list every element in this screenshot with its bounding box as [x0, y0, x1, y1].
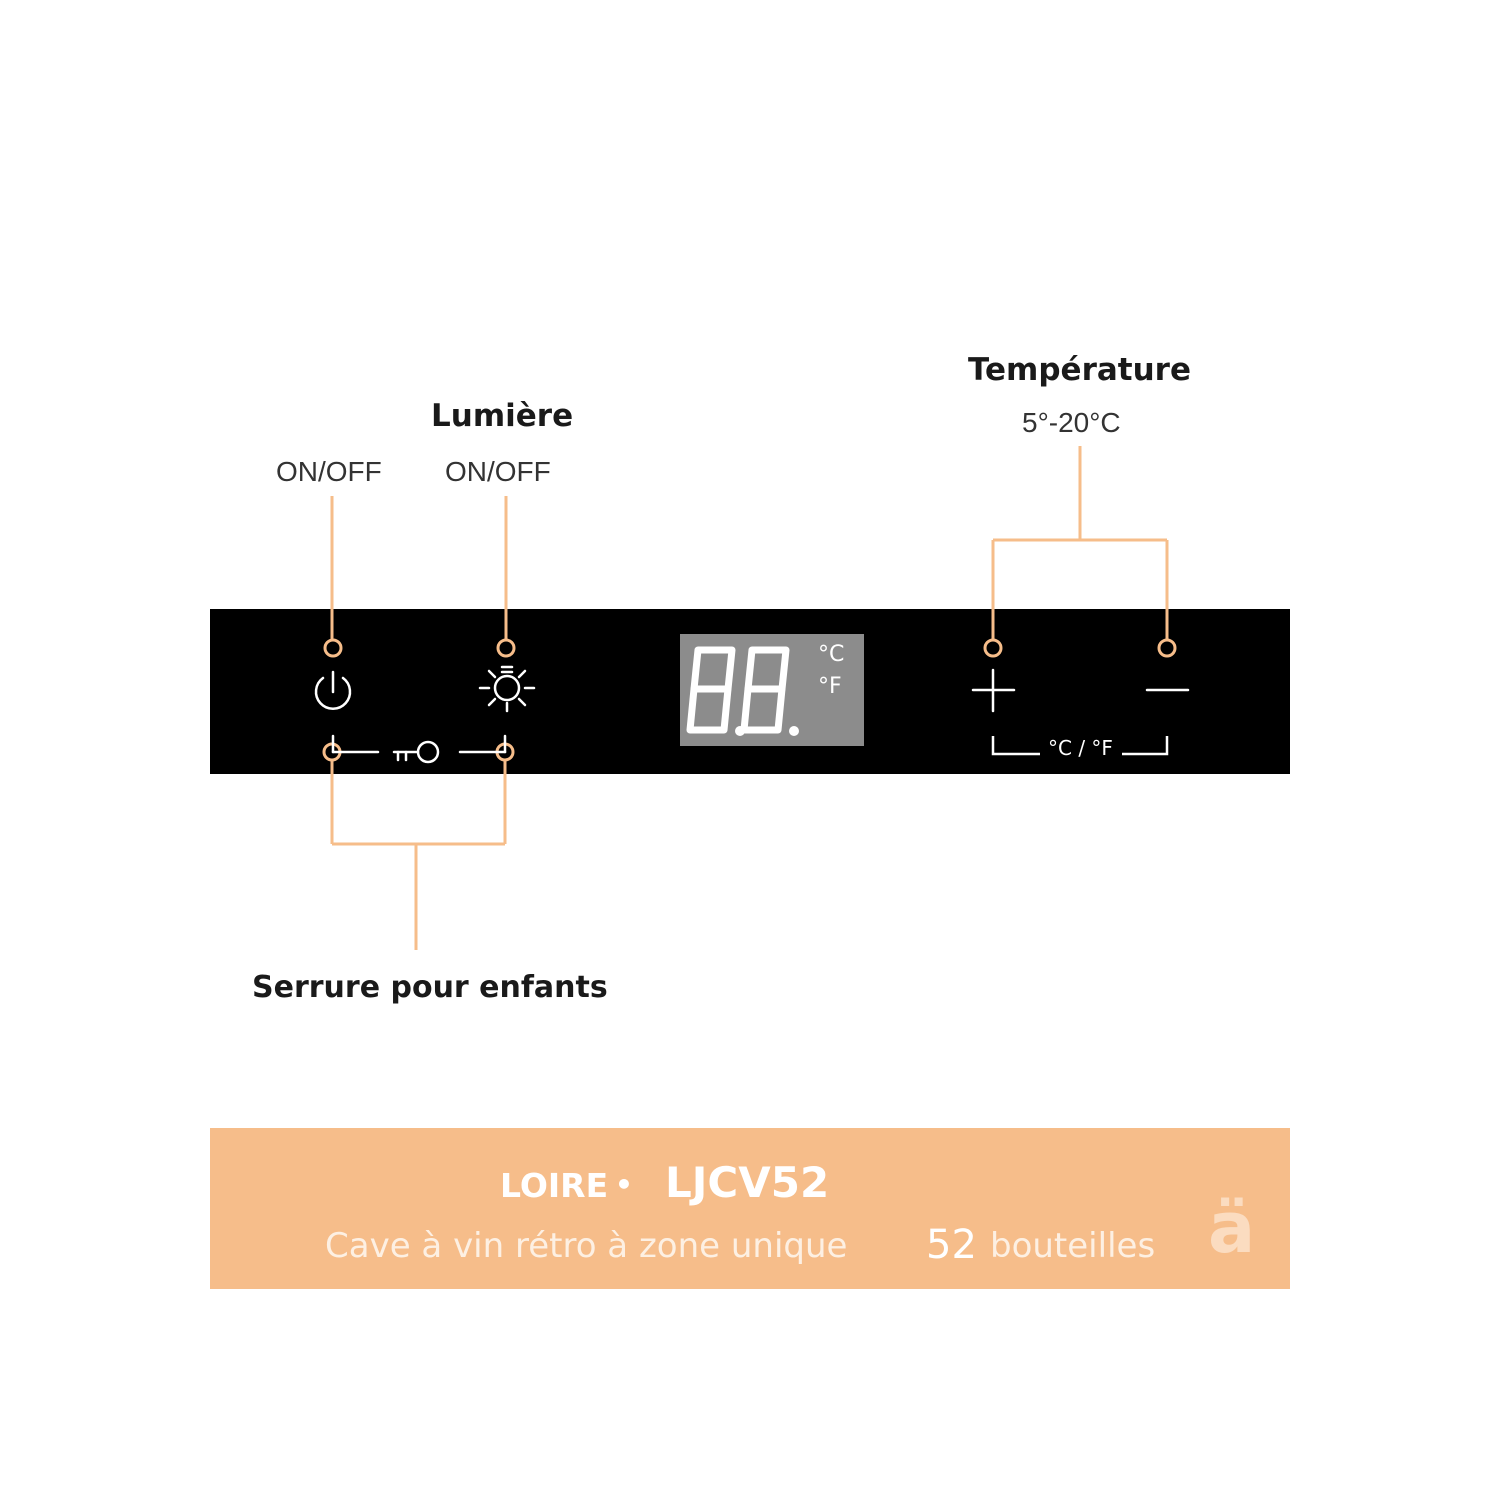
key-icon: [394, 742, 438, 762]
brand-name: LOIRE: [500, 1166, 609, 1205]
plus-marker: [985, 640, 1001, 656]
model-number: LJCV52: [665, 1158, 830, 1207]
unit-toggle-label[interactable]: °C / °F: [1048, 736, 1113, 760]
unit-fahrenheit: °F: [818, 674, 842, 699]
light-onoff-label: ON/OFF: [445, 456, 551, 487]
light-bulb-icon[interactable]: [480, 667, 534, 711]
power-icon[interactable]: [316, 672, 350, 709]
capacity-unit: bouteilles: [990, 1226, 1156, 1266]
power-onoff-label: ON/OFF: [276, 456, 382, 487]
product-banner: [210, 1128, 1290, 1289]
brand-separator: •: [615, 1168, 633, 1201]
minus-marker: [1159, 640, 1175, 656]
power-marker: [325, 640, 341, 656]
unit-celsius: °C: [818, 642, 845, 667]
capacity-number: 52: [926, 1222, 977, 1268]
child-lock-label: Serrure pour enfants: [252, 970, 608, 1005]
temperature-title: Température: [968, 352, 1191, 388]
plus-icon[interactable]: [973, 670, 1014, 711]
product-description: Cave à vin rétro à zone unique: [325, 1226, 848, 1266]
light-title: Lumière: [431, 398, 574, 434]
brand-logo: ä: [1208, 1187, 1256, 1269]
light-marker: [498, 640, 514, 656]
temperature-range: 5°-20°C: [1022, 407, 1121, 438]
